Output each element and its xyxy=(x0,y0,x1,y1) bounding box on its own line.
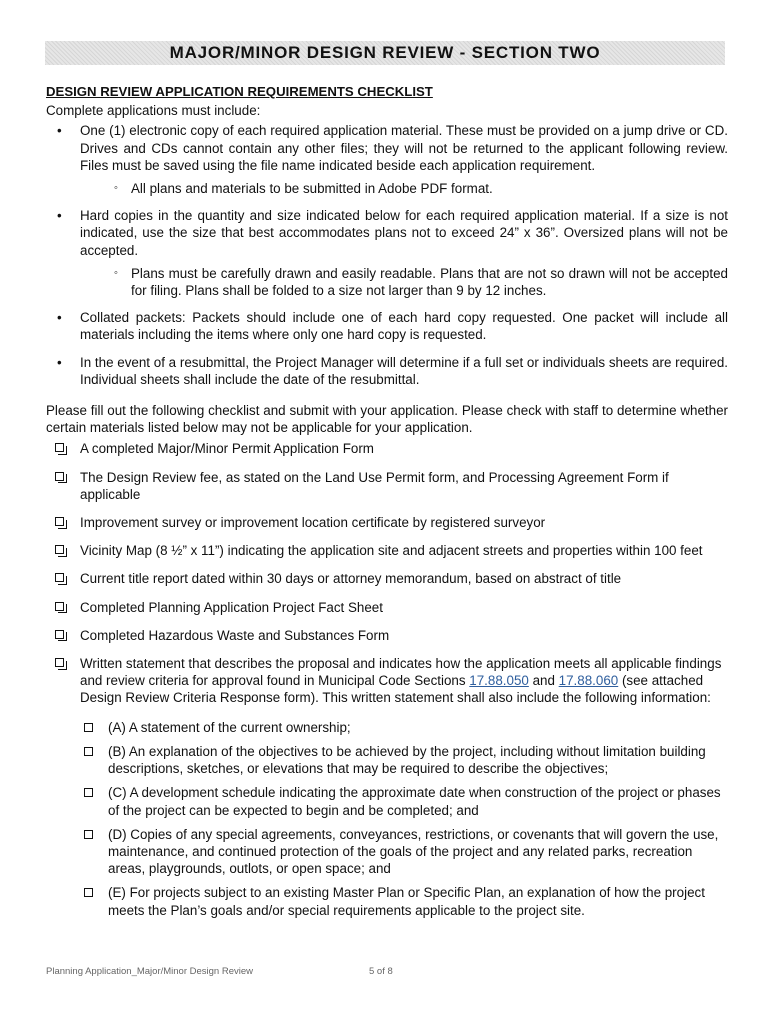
checklist-item-label: Current title report dated within 30 days or attorney memorandum, based on abstract of title xyxy=(80,571,622,587)
sub-checklist-item[interactable] xyxy=(80,743,728,777)
sub-checklist-label: (E) For projects subject to an existing Master Plan or Specific Plan, an explanation of how the project meets the Plan’s goals and/or special requirements applicable to the project site. xyxy=(108,885,705,918)
checkbox-icon[interactable] xyxy=(55,630,64,639)
list-item xyxy=(46,207,728,299)
sub-checklist-item[interactable] xyxy=(80,719,728,736)
checkbox-icon[interactable] xyxy=(84,788,93,797)
checkbox-icon[interactable] xyxy=(55,602,64,611)
written-text-part: Written statement that describes the proposal and indicates how the application meets all applicable findings and review criteria for approval found in Municipal Code Sections xyxy=(80,656,722,689)
bullet-text: Collated packets: Packets should include one of each hard copy requested. One packet will include all materials including the items where only one hard copy is requested. xyxy=(80,310,728,343)
bullet-text: Hard copies in the quantity and size indicated below for each required application material. If a size is not indicated, use the size that best accommodates plans not to exceed 24” x 36”. Oversized plans will not be accepted. xyxy=(80,208,728,258)
sub-checklist-label: (D) Copies of any special agreements, conveyances, restrictions, or covenants that will govern the use, maintenance, and continued protection of the goals of the project and any related parks, recreation areas, playgrounds, outlots, or open space; and xyxy=(108,826,719,877)
checkbox-icon[interactable] xyxy=(55,517,64,526)
checklist-item[interactable] xyxy=(46,440,728,457)
checklist-item[interactable] xyxy=(46,570,728,587)
checklist-item-label: Improvement survey or improvement location certificate by registered surveyor xyxy=(80,515,546,531)
sub-checklist-label: (B) An explanation of the objectives to be achieved by the project, including without limitation building descriptions, sketches, or elevations that may be required to describe the objectives; xyxy=(108,743,706,777)
code-link-17-88-060[interactable]: 17.88.060 xyxy=(558,673,619,689)
sub-item-text: All plans and materials to be submitted in Adobe PDF format. xyxy=(131,181,493,197)
checkbox-icon[interactable] xyxy=(55,545,64,554)
checkbox-icon[interactable] xyxy=(84,723,93,732)
checklist-item-label: A completed Major/Minor Permit Application Form xyxy=(80,441,374,457)
checklist-item[interactable] xyxy=(46,542,728,559)
checklist-item-label: The Design Review fee, as stated on the Land Use Permit form, and Processing Agreement Form if applicable xyxy=(80,469,669,502)
sub-item xyxy=(80,265,728,299)
sub-checklist-item[interactable] xyxy=(80,784,728,818)
bullet-text: One (1) electronic copy of each required application material. These must be provided on a jump drive or CD. Drives and CDs cannot contain any other files; they will not be returned to the applicant following review. Files must be saved using the file name indicated beside each application requirement. xyxy=(80,123,728,173)
bullet-icon: • xyxy=(57,123,62,139)
checkbox-icon[interactable] xyxy=(55,443,64,452)
checkbox-icon[interactable] xyxy=(55,472,64,481)
checklist xyxy=(46,440,728,918)
checklist-item-label: Vicinity Map (8 ½” x 11”) indicating the application site and adjacent streets and properties within 100 feet xyxy=(80,543,703,559)
bullet-icon: • xyxy=(57,208,62,224)
footer-document-name: Planning Application_Major/Minor Design Review xyxy=(46,966,253,977)
sub-item xyxy=(80,180,728,197)
checklist-heading: DESIGN REVIEW APPLICATION REQUIREMENTS CHECKLIST xyxy=(46,84,433,99)
footer-page-number: 5 of 8 xyxy=(369,966,393,977)
sub-checklist-item[interactable] xyxy=(80,884,728,918)
circle-bullet-icon: ◦ xyxy=(114,182,118,195)
circle-bullet-icon: ◦ xyxy=(114,266,118,279)
written-text-part: (see attached Design Review Criteria Response form). This written statement shall also include the following information: xyxy=(80,673,711,706)
checkbox-icon[interactable] xyxy=(55,573,64,582)
sub-checklist-item[interactable] xyxy=(80,826,728,878)
requirements-list xyxy=(46,122,728,388)
bullet-icon: • xyxy=(57,310,62,326)
checklist-instructions: Please fill out the following checklist and submit with your application. Please check with staff to determine whether certain materials listed below may not be applicable for your application. xyxy=(46,403,728,436)
checklist-item[interactable] xyxy=(46,599,728,616)
checkbox-icon[interactable] xyxy=(84,888,93,897)
content-area xyxy=(46,83,728,930)
bullet-text: In the event of a resubmittal, the Project Manager will determine if a full set or individuals sheets are required. Individual sheets shall include the date of the resubmittal. xyxy=(80,354,728,387)
checkbox-icon[interactable] xyxy=(55,658,64,667)
checkbox-icon[interactable] xyxy=(84,747,93,756)
written-statement-text xyxy=(80,656,721,705)
section-title: MAJOR/MINOR DESIGN REVIEW - SECTION TWO xyxy=(45,41,725,65)
list-item xyxy=(46,309,728,343)
list-item xyxy=(46,122,728,197)
intro-text: Complete applications must include: xyxy=(46,103,261,119)
list-item xyxy=(46,354,728,388)
written-text-part: and xyxy=(528,673,559,689)
written-statement-items xyxy=(80,719,728,919)
checklist-item[interactable] xyxy=(46,627,728,644)
checklist-item-label: Completed Hazardous Waste and Substances Form xyxy=(80,627,390,643)
checklist-item-label: Completed Planning Application Project Fact Sheet xyxy=(80,599,383,615)
sub-checklist-label: (A) A statement of the current ownership; xyxy=(108,719,351,735)
sub-checklist-label: (C) A development schedule indicating the approximate date when construction of the project or phases of the project can be expected to begin and be completed; and xyxy=(108,785,721,818)
checklist-item[interactable] xyxy=(46,469,728,503)
sub-item-text: Plans must be carefully drawn and easily readable. Plans that are not so drawn will not be accepted for filing. Plans shall be folded to a size not larger than 9 by 12 inches. xyxy=(131,265,728,299)
checklist-item-written-statement[interactable] xyxy=(46,655,728,919)
code-link-17-88-050[interactable]: 17.88.050 xyxy=(469,673,529,689)
checkbox-icon[interactable] xyxy=(84,830,93,839)
checklist-item[interactable] xyxy=(46,514,728,531)
bullet-icon: • xyxy=(57,354,62,370)
